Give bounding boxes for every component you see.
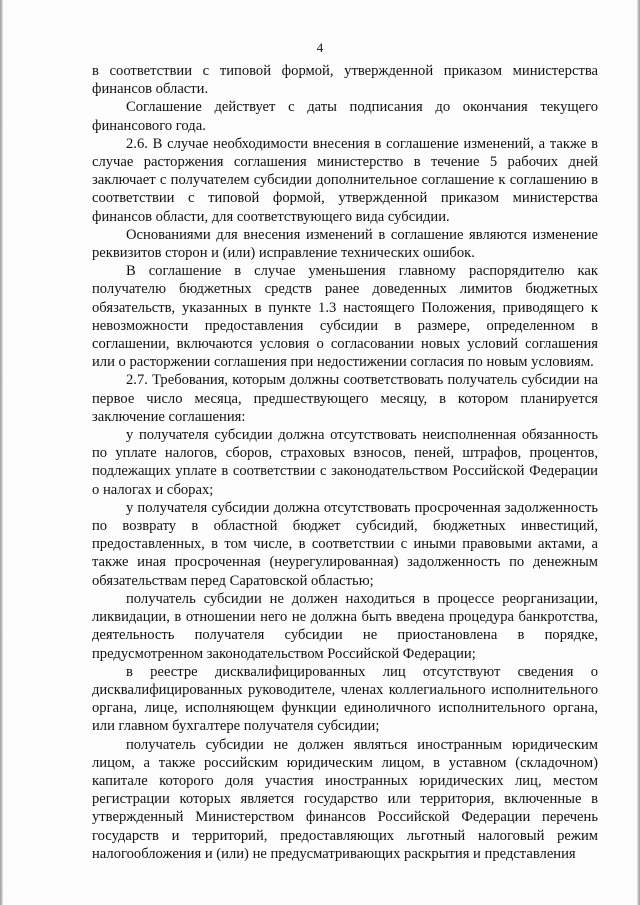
paragraph-limits-reduction: В соглашение в случае уменьшения главному распорядителю как получателю бюджетных средств ранее доведенных лимитов бюджетных обязательств, указанных в пункте 1.3 настоящего Положения, приводящего к невозможности предоставления субсидии в размере, определенном в соглашении, включаются условия о согласовании новых условий соглашения или о расторжении соглашения при недостижении согласия по новым условиям. (92, 263, 598, 371)
scan-edge-left (0, 0, 3, 905)
paragraph-reorganization: получатель субсидии не должен находиться в процессе реорганизации, ликвидации, в отношении него не должна быть введена процедура банкротства, деятельность получателя субсидии не приостановлена в порядке, предусмотренном законодательством Российской Федерации; (92, 590, 598, 662)
paragraph-tax-obligations: у получателя субсидии должна отсутствовать неисполненная обязанность по уплате налогов, сборов, страховых взносов, пеней, штрафов, процентов, подлежащих уплате в соответствии с законодательством Российской Федерации о налогах и сборах; (92, 427, 598, 498)
paragraph-agreement-term: Соглашение действует с даты подписания до окончания текущего финансового года. (92, 99, 598, 134)
paragraph-2-6: 2.6. В случае необходимости внесения в соглашение изменений, а также в случае расторжения соглашения министерство в течение 5 рабочих дней заключает с получателем субсидии дополнительное соглашение к соглашению в соответствии с типовой формой, утвержденной приказом министерства финансов области, для соответствующего вида субсидии. (92, 135, 598, 225)
paragraph-overdue-debt: у получателя субсидии должна отсутствовать просроченная задолженность по возврату в областной бюджет субсидий, бюджетных инвестиций, предоставленных, в том числе, в соответствии с иными правовыми актами, а также иная просроченная (неурегулированная) задолженность по денежным обязательствам перед Саратовской областью; (92, 499, 598, 589)
document-body (92, 62, 598, 863)
paragraph-2-7: 2.7. Требования, которым должны соответствовать получатель субсидии на первое число месяца, предшествующего месяцу, в котором планируется заключение соглашения: (92, 372, 598, 425)
page-number: 4 (316, 40, 324, 55)
paragraph-disqualified-persons: в реестре дисквалифицированных лиц отсутствуют сведения о дисквалифицированных руководителе, членах коллегиального исполнительного органа, лице, исполняющем функции единоличного исполнительного органа, или главном бухгалтере получателя субсидии; (92, 663, 598, 735)
paragraph-grounds-for-changes: Основаниями для внесения изменений в соглашение являются изменение реквизитов сторон и (или) исправление технических ошибок. (92, 226, 598, 262)
paragraph-foreign-entity: получатель субсидии не должен являться иностранным юридическим лицом, а также российским юридическим лицом, в уставном (складочном) капитале которого доля участия иностранных юридических лиц, местом регистрации которых является государство или территория, включенные в утвержденный Министерством финансов Российской Федерации перечень государств и территорий, предоставляющих льготный налоговый режим налогообложения и (или) не предусматривающих раскрытия и представления (92, 736, 598, 862)
paragraph-continuation: в соответствии с типовой формой, утвержденной приказом министерства финансов области. (92, 63, 598, 98)
